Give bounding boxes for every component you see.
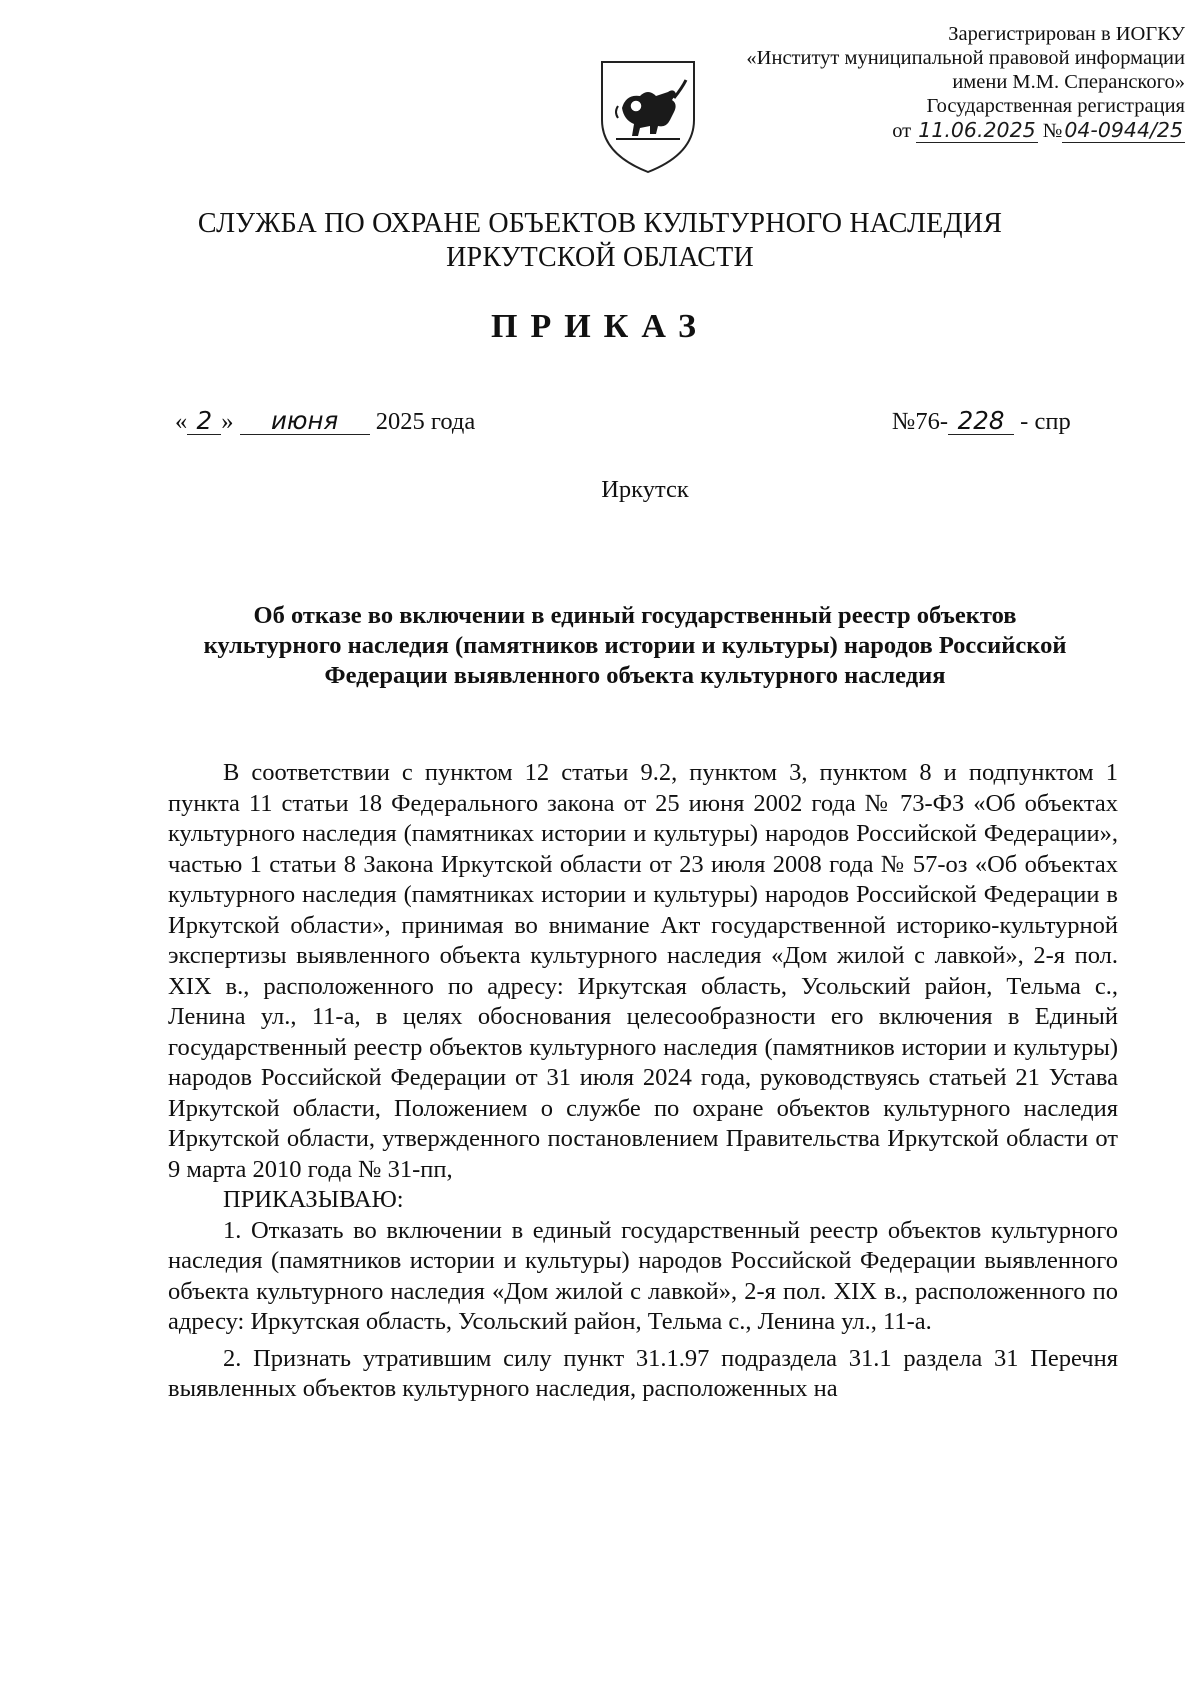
registration-line-3: имени М.М. Сперанского» bbox=[952, 71, 1185, 93]
registration-line-2: «Институт муниципальной правовой информации bbox=[746, 47, 1185, 69]
document-type: ПРИКАЗ bbox=[491, 308, 709, 345]
city: Иркутск bbox=[601, 476, 689, 503]
order-date bbox=[175, 408, 475, 436]
registration-number-label: № bbox=[1042, 120, 1063, 142]
registration-date: 11.06.2025 bbox=[918, 118, 1036, 142]
registration-line-5 bbox=[620, 118, 1185, 143]
registration-line-4: Государственная регистрация bbox=[926, 95, 1185, 117]
organization-line-1: СЛУЖБА ПО ОХРАНЕ ОБЪЕКТОВ КУЛЬТУРНОГО НАСЛЕДИЯ bbox=[197, 208, 1003, 239]
order-subject: Об отказе во включении в единый государственный реестр объектов культурного наследия (памятников истории и культуры) народов Российской Федерации выявленного объекта культурного наследия bbox=[203, 602, 1067, 689]
irkutsk-coat-of-arms-icon bbox=[596, 58, 700, 176]
date-close-quote: » bbox=[221, 408, 234, 435]
order-number-suffix: - спр bbox=[1020, 408, 1071, 435]
order-item-1: 1. Отказать во включении в единый государственный реестр объектов культурного наследия (памятников истории и культуры) народов Российской Федерации выявленного объекта культурного наследия «Дом жилой с лавкой», 2-я пол. XIX в., расположенного по адресу: Иркутская область, Усольский район, Тельма с., Ленина ул., 11-а. bbox=[168, 1216, 1118, 1335]
order-number-prefix: №76- bbox=[892, 408, 949, 435]
order-number-value: 228 bbox=[948, 408, 1014, 435]
order-number bbox=[892, 408, 1071, 436]
order-item-2: 2. Признать утратившим силу пункт 31.1.97 подраздела 31.1 раздела 31 Перечня выявленных объектов культурного наследия, расположенных на bbox=[168, 1344, 1118, 1402]
registration-stamp bbox=[620, 22, 1185, 143]
preamble-paragraph: В соответствии с пунктом 12 статьи 9.2, пунктом 3, пунктом 8 и подпунктом 1 пункта 11 статьи 18 Федерального закона от 25 июня 2002 года № 73-ФЗ «Об объектах культурного наследия (памятниках истории и культуры) народов Российской Федерации», частью 1 статьи 8 Закона Иркутской области от 23 июля 2008 года № 57-оз «Об объектах культурного наследия (памятниках истории и культуры) народов Российской Федерации в Иркутской области», принимая во внимание Акт государственной историко-культурной экспертизы выявленного объекта культурного наследия «Дом жилой с лавкой», 2-я пол. XIX в., расположенного по адресу: Иркутская область, Усольский район, Тельма с., Ленина ул., 11-а, в целях обоснования целесообразности его включения в Единый государственный реестр объектов культурного наследия (памятников истории и культуры) народов Российской Федерации от 31 июля 2024 года, руководствуясь статьей 21 Устава Иркутской области, Положением о службе по охране объектов культурного наследия Иркутской области, утвержденного постановлением Правительства Иркутской области от 9 марта 2010 года № 31-пп, bbox=[168, 759, 1118, 1183]
date-month: июня bbox=[240, 408, 370, 435]
organization-line-2: ИРКУТСКОЙ ОБЛАСТИ bbox=[446, 242, 754, 273]
organization-name bbox=[100, 207, 1100, 275]
order-body bbox=[168, 758, 1118, 1405]
order-word: ПРИКАЗЫВАЮ: bbox=[223, 1186, 404, 1213]
registration-line-1: Зарегистрирован в ИОГКУ bbox=[948, 23, 1185, 45]
registration-from-label: от bbox=[892, 120, 912, 142]
date-year: 2025 года bbox=[375, 408, 476, 435]
registration-number: 04-0944/25 bbox=[1064, 118, 1183, 142]
date-open-quote: « bbox=[175, 408, 188, 435]
date-day: 2 bbox=[187, 408, 221, 435]
